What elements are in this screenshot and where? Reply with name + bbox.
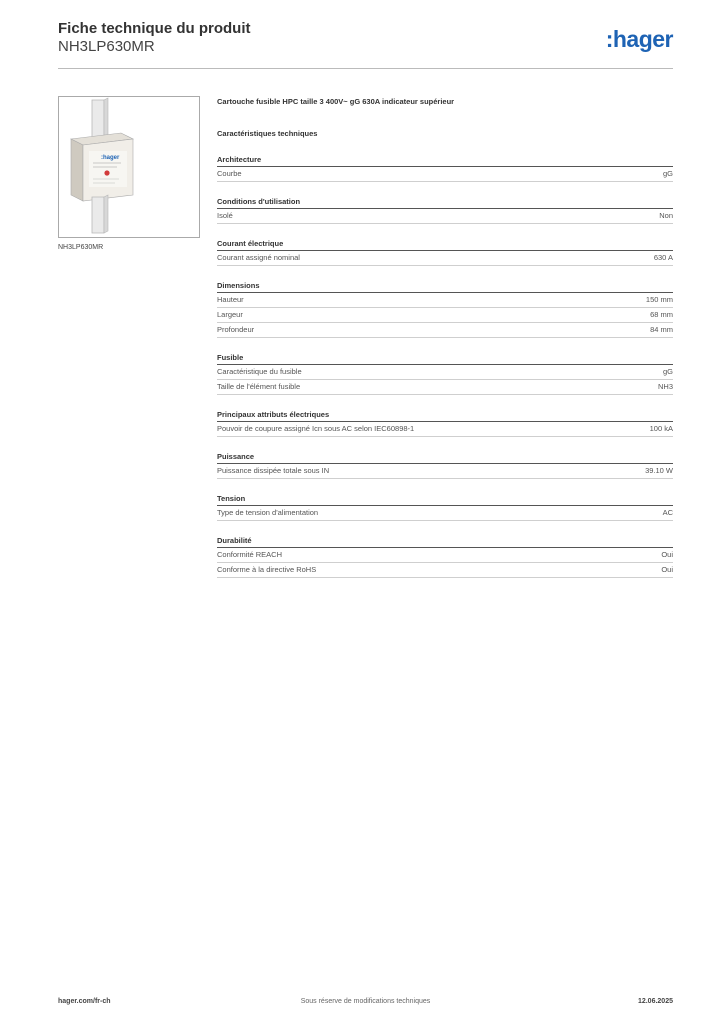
- footer-date: 12.06.2025: [637, 998, 673, 1005]
- spec-group-title: Puissance: [217, 451, 673, 464]
- spec-group: [217, 535, 673, 578]
- spec-row: [217, 293, 673, 308]
- spec-row: [217, 464, 673, 479]
- spec-group: [217, 352, 673, 395]
- spec-row: [217, 323, 673, 338]
- spec-label: Profondeur: [217, 325, 255, 334]
- spec-value: 150 mm: [645, 295, 673, 304]
- product-image: [58, 96, 200, 238]
- spec-label: Hauteur: [217, 295, 244, 304]
- spec-group: [217, 409, 673, 437]
- spec-value: 100 kA: [649, 424, 673, 433]
- spec-group-title: Conditions d'utilisation: [217, 196, 673, 209]
- spec-group: [217, 280, 673, 338]
- spec-label: Puissance dissipée totale sous IN: [217, 466, 330, 475]
- spec-label: Courant assigné nominal: [217, 253, 300, 262]
- spec-label: Pouvoir de coupure assigné Icn sous AC selon IEC60898-1: [217, 424, 415, 433]
- product-details: [217, 96, 673, 578]
- document-title: Fiche technique du produit: [58, 20, 251, 37]
- spec-label: Conformité REACH: [217, 550, 283, 559]
- svg-text::hager: :hager: [101, 155, 120, 161]
- spec-value: 84 mm: [650, 325, 673, 334]
- spec-row: [217, 380, 673, 395]
- spec-group-title: Dimensions: [217, 280, 673, 293]
- image-caption: NH3LP630MR: [58, 244, 104, 251]
- spec-group: [217, 238, 673, 266]
- spec-value: gG: [662, 169, 673, 178]
- spec-row: [217, 251, 673, 266]
- spec-value: gG: [662, 367, 673, 376]
- spec-group-title: Principaux attributs électriques: [217, 409, 673, 422]
- spec-row: [217, 506, 673, 521]
- spec-row: [217, 167, 673, 182]
- spec-row: [217, 209, 673, 224]
- document-header: [58, 20, 673, 56]
- spec-group-title: Architecture: [217, 154, 673, 167]
- brand-name: hager: [612, 26, 673, 52]
- spec-group-title: Durabilité: [217, 535, 673, 548]
- spec-value: NH3: [657, 382, 673, 391]
- spec-value: AC: [662, 508, 673, 517]
- spec-group: [217, 196, 673, 224]
- spec-value: 39.10 W: [645, 466, 673, 475]
- hager-logo: :hager: [605, 26, 673, 52]
- spec-label: Type de tension d'alimentation: [217, 508, 319, 517]
- spec-row: [217, 308, 673, 323]
- spec-label: Caractéristique du fusible: [217, 367, 302, 376]
- spec-label: Conforme à la directive RoHS: [217, 565, 317, 574]
- spec-group-title: Tension: [217, 493, 673, 506]
- specs-heading: Caractéristiques techniques: [217, 129, 318, 138]
- spec-row: [217, 548, 673, 563]
- spec-value: 630 A: [653, 253, 673, 262]
- product-reference: NH3LP630MR: [58, 38, 155, 55]
- spec-value: Non: [659, 211, 673, 220]
- spec-value: 68 mm: [650, 310, 673, 319]
- spec-groups: [217, 154, 673, 578]
- spec-group-title: Courant électrique: [217, 238, 673, 251]
- header-divider: [58, 68, 673, 69]
- spec-label: Courbe: [217, 169, 242, 178]
- spec-label: Largeur: [217, 310, 243, 319]
- fuse-cartridge-illustration: [59, 97, 199, 237]
- spec-row: [217, 563, 673, 578]
- spec-group: [217, 493, 673, 521]
- spec-group: [217, 451, 673, 479]
- footer-website-link[interactable]: hager.com/fr-ch: [58, 998, 111, 1005]
- footer-disclaimer: Sous réserve de modifications techniques: [300, 998, 431, 1005]
- spec-group: [217, 154, 673, 182]
- spec-label: Isolé: [217, 211, 233, 220]
- spec-row: [217, 422, 673, 437]
- spec-label: Taille de l'élément fusible: [217, 382, 301, 391]
- spec-value: Oui: [661, 565, 673, 574]
- spec-group-title: Fusible: [217, 352, 673, 365]
- spec-row: [217, 365, 673, 380]
- product-description: Cartouche fusible HPC taille 3 400V~ gG 630A indicateur supérieur: [217, 97, 455, 106]
- spec-value: Oui: [661, 550, 673, 559]
